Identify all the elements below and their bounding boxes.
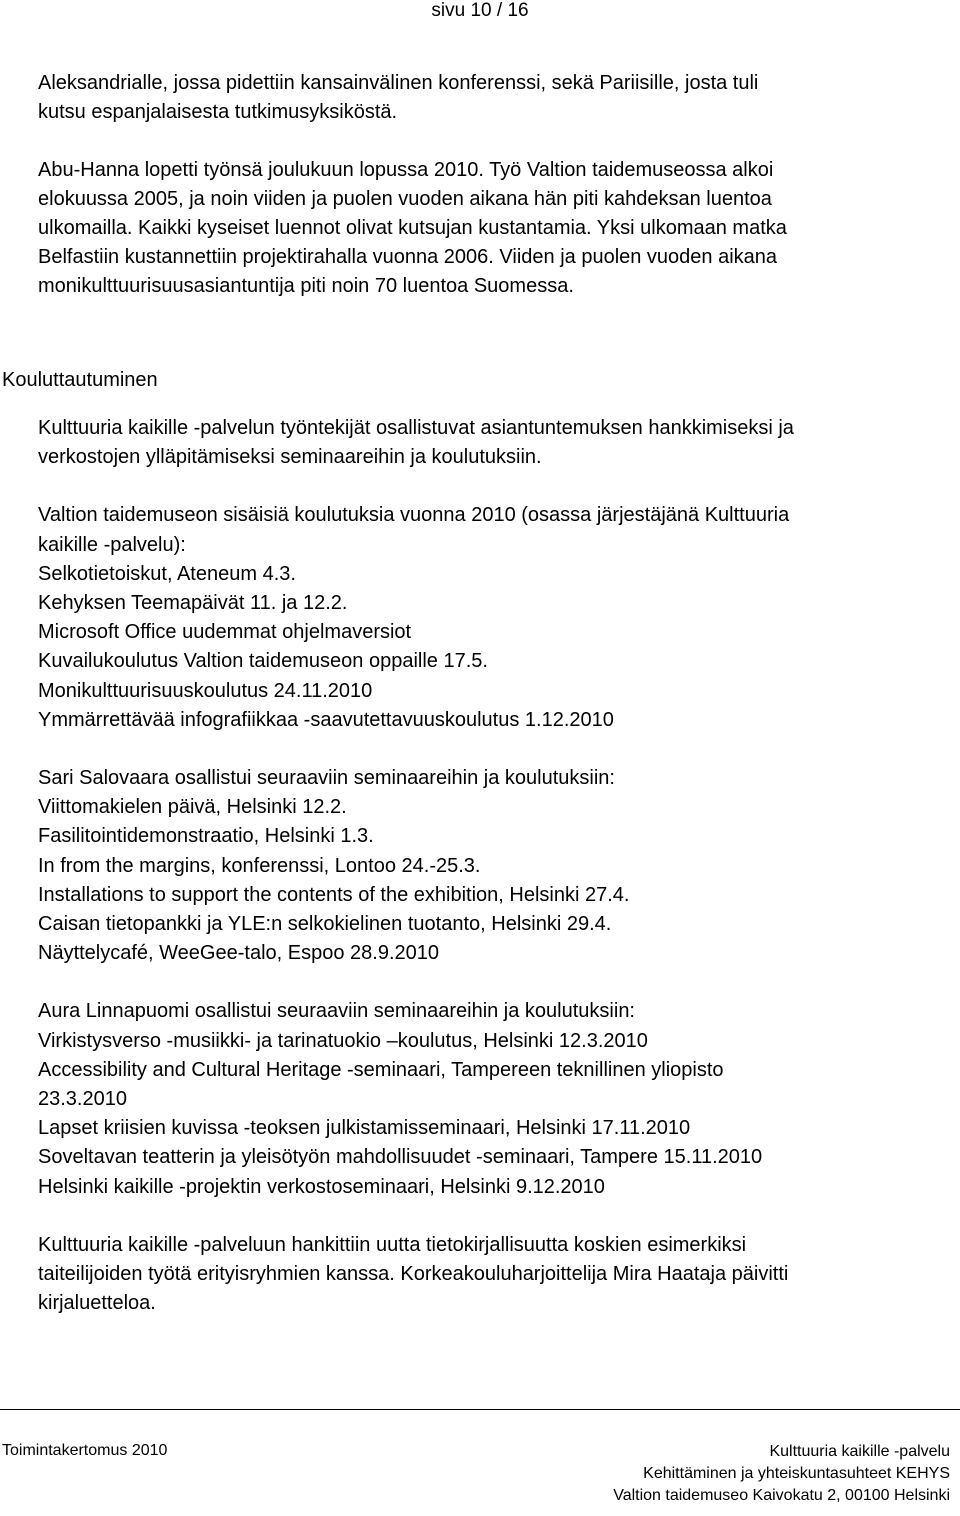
intro-text xyxy=(38,69,938,301)
intro-paragraph-1 xyxy=(38,69,938,127)
text-line: Abu-Hanna lopetti työnsä joulukuun lopussa 2010. Työ Valtion taidemuseossa alkoi xyxy=(38,159,774,181)
list-item: Näyttelycafé, WeeGee-talo, Espoo 28.9.2010 xyxy=(38,942,439,965)
text-line: Aura Linnapuomi osallistui seuraaviin seminaareihin ja koulutuksiin: xyxy=(38,1000,635,1023)
list-item: Ymmärrettävää infografiikkaa -saavutettavuuskoulutus 1.12.2010 xyxy=(38,708,614,731)
section-paragraph-5 xyxy=(38,1231,938,1319)
list-item: Helsinki kaikille -projektin verkostoseminaari, Helsinki 9.12.2010 xyxy=(38,1175,605,1198)
footer-report-title: Toimintakertomus 2010 xyxy=(2,1442,168,1459)
linnapuomi-trainings-list xyxy=(38,997,938,1201)
text-line: Belfastiin kustannettiin projektirahalla vuonna 2006. Viiden ja puolen vuoden aikana xyxy=(38,246,778,268)
section-heading: Kouluttautuminen xyxy=(2,369,158,391)
text-line: Valtion taidemuseon sisäisiä koulutuksia vuonna 2010 (osassa järjestäjänä Kulttuuria xyxy=(38,504,790,527)
section-paragraph-1 xyxy=(38,414,938,472)
text-line: kutsu espanjalaisesta tutkimusyksiköstä. xyxy=(38,101,398,123)
list-item: Viittomakielen päivä, Helsinki 12.2. xyxy=(38,796,347,819)
text-line: ulkomailla. Kaikki kyseiset luennot olivat kutsujan kustantamia. Yksi ulkomaan matka xyxy=(38,217,787,239)
list-item: Virkistysverso -musiikki- ja tarinatuokio –koulutus, Helsinki 12.3.2010 xyxy=(38,1029,648,1052)
text-line: verkostojen ylläpitämiseksi seminaareihin ja koulutuksiin. xyxy=(38,446,542,469)
text-line: monikulttuurisuusasiantuntija piti noin 70 luentoa Suomessa. xyxy=(38,275,574,297)
footer-divider xyxy=(0,1409,960,1410)
list-item: Fasilitointidemonstraatio, Helsinki 1.3. xyxy=(38,825,374,848)
text-line: Kulttuuria kaikille -palveluun hankittiin uutta tietokirjallisuutta koskien esimerkiksi xyxy=(38,1233,747,1256)
footer-line: Kehittäminen ja yhteiskuntasuhteet KEHYS xyxy=(643,1465,950,1482)
list-item: Kehyksen Teemapäivät 11. ja 12.2. xyxy=(38,592,348,615)
text-line: Kulttuuria kaikille -palvelun työntekijät osallistuvat asiantuntemuksen hankkimiseksi ja xyxy=(38,417,794,439)
list-item: 23.3.2010 xyxy=(38,1088,127,1111)
text-line: kaikille -palvelu): xyxy=(38,533,186,556)
text-line: kirjaluetteloa. xyxy=(38,1292,156,1315)
list-item: Monikulttuurisuuskoulutus 24.11.2010 xyxy=(38,679,373,702)
list-item: In from the margins, konferenssi, Lontoo 24.-25.3. xyxy=(38,854,481,877)
list-item: Kuvailukoulutus Valtion taidemuseon oppaille 17.5. xyxy=(38,650,488,673)
footer-organization xyxy=(613,1441,950,1507)
list-item: Accessibility and Cultural Heritage -seminaari, Tampereen teknillinen yliopisto xyxy=(38,1058,724,1081)
footer-line: Valtion taidemuseo Kaivokatu 2, 00100 Helsinki xyxy=(613,1487,950,1504)
text-line: Aleksandrialle, jossa pidettiin kansainvälinen konferenssi, sekä Pariisille, josta tuli xyxy=(38,72,759,94)
footer-line: Kulttuuria kaikille -palvelu xyxy=(769,1443,950,1460)
text-line: Sari Salovaara osallistui seuraaviin seminaareihin ja koulutuksiin: xyxy=(38,767,615,790)
text-line: taiteilijoiden työtä erityisryhmien kanssa. Korkeakouluharjoittelija Mira Haataja päivitti xyxy=(38,1263,789,1286)
list-item: Caisan tietopankki ja YLE:n selkokielinen tuotanto, Helsinki 29.4. xyxy=(38,913,612,936)
intro-paragraph-2 xyxy=(38,156,938,301)
list-item: Installations to support the contents of the exhibition, Helsinki 27.4. xyxy=(38,883,630,906)
list-item: Lapset kriisien kuvissa -teoksen julkistamisseminaari, Helsinki 17.11.2010 xyxy=(38,1117,691,1140)
internal-trainings-list xyxy=(38,501,938,735)
section-body xyxy=(38,414,938,1318)
list-item: Selkotietoiskut, Ateneum 4.3. xyxy=(38,562,296,585)
text-line: elokuussa 2005, ja noin viiden ja puolen vuoden aikana hän piti kahdeksan luentoa xyxy=(38,188,772,210)
list-item: Soveltavan teatterin ja yleisötyön mahdollisuudet -seminaari, Tampere 15.11.2010 xyxy=(38,1146,763,1169)
list-item: Microsoft Office uudemmat ohjelmaversiot xyxy=(38,621,412,644)
page-number: sivu 10 / 16 xyxy=(431,0,529,21)
salovaara-trainings-list xyxy=(38,764,938,968)
